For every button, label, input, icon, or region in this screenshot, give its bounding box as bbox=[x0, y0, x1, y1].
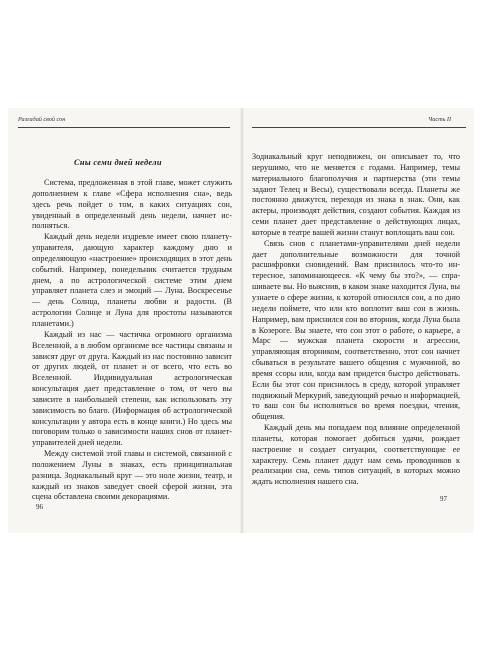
right-paragraph-2: Связь снов с планетами-управителями дней недели дает дополнительные возможности для точной расшифровки сновидений. Вам приснилось что-то интересное, запоминающееся. «К чему бы это?», — спрашиваете вы. Но выяснив, в каком знаке находится Луна, вы узнаете о сфере жизни, к которой относился сон, а по дню недели поймете, что или кто воплотит ваш сон в жизнь. Например, вам приснился сон во вторник, когда Луна была в Козероге. Вы знаете, что сон этот о работе, о карьере, а Марс — мужская планета скорости и агрессии, управляющая вторником, соответственно, этот сон начнет сбываться в результате вашего общения с мужчиной, во время ссоры или, когда вам придется быстро действовать. Если бы этот сон приснилось в среду, которой управляет подвижный Меркурий, заведующий речью и информацией, то ваш сон бы исполняться во время поездки, чтения, общения. bbox=[252, 238, 460, 422]
right-header-rule bbox=[252, 127, 466, 128]
right-paragraph-3: Каждый день мы попадаем под влияние определенной планеты, которая помогает добиться удачи, рождает настроение и создает ситуации, соответствующие ее характеру. Семь планет дадут нам семь проводников к реализации сна, семь типов ситуаций, в которых можно ждать исполнения нашего сна. bbox=[252, 423, 460, 487]
left-paragraph-4: Между системой этой главы и системой, связанной с положением Луны в знаках, есть принципиальная разница. Зодиакальный круг — это ноле жизни, театр, и каждый из знаков заведует своей сферой жизни, эта сцена обставлена своими декорациями. bbox=[32, 449, 232, 502]
right-page-number: 97 bbox=[440, 495, 447, 503]
right-running-head: Часть II bbox=[428, 116, 452, 123]
left-paragraph-1: Система, предложенная в этой главе, может служить дополнением к главе «Сфера исполнения сна», ведь здесь речь пойдет о том, в каких ситуациях сон, увиденный в определенный день недели, начнет исполняться. bbox=[32, 178, 232, 231]
left-paragraph-2: Каждый день недели издревле имеет свою планету-управителя, дающую характер каждому дню и определяющую «настроение» происходящих в этот день событий. Например, понедельник считается трудным днем, а по астрологической системе этим днем управляет планета слез и эмоций — Луна. Воскресенье — день Солнца, планеты любви и радости. (В астрологии Солнце и Луна для простоты называются планетами.) bbox=[32, 232, 232, 328]
book-gutter bbox=[240, 108, 244, 533]
left-page-number: 96 bbox=[36, 503, 43, 511]
left-page-body bbox=[32, 178, 232, 503]
right-page-body bbox=[252, 152, 460, 488]
left-header-rule bbox=[18, 127, 230, 128]
left-running-head: Разгадай свой сон bbox=[18, 116, 66, 123]
chapter-title: Сны семи дней недели bbox=[74, 158, 162, 167]
right-paragraph-1: Зодиакальный круг неподвижен, он описывает то, что нерушимо, что не меняется с годами. Например, темы материального благополучия и партнерства (эти темы задают Телец и Весы), существовали всегда. Планеты же постоянно движутся, переходя из знака в знак. Они, как актеры, производят действия, создают события. Каждая из семи планет дает представление о действующих лицах, которые в театре вашей жизни станут воплощать ваш сон. bbox=[252, 152, 460, 237]
left-paragraph-3: Каждый из нас — частичка огромного организма Вселенной, а в любом организме все частицы связаны и зависят друг от друга. Каждый из нас постоянно зависит от других людей, от планет и от всего, что есть во Вселенной. Индивидуальная астрологическая консультация дает представление о том, от чего вы зависите в наибольшей степени, как использовать эту зависимость во благо. (Информация об астрологической консультации у автора есть в конце книги.) Но здесь мы поговорим только о зависимости наших снов от планет-управителей дней недели. bbox=[32, 329, 232, 448]
book-spread bbox=[8, 108, 474, 533]
